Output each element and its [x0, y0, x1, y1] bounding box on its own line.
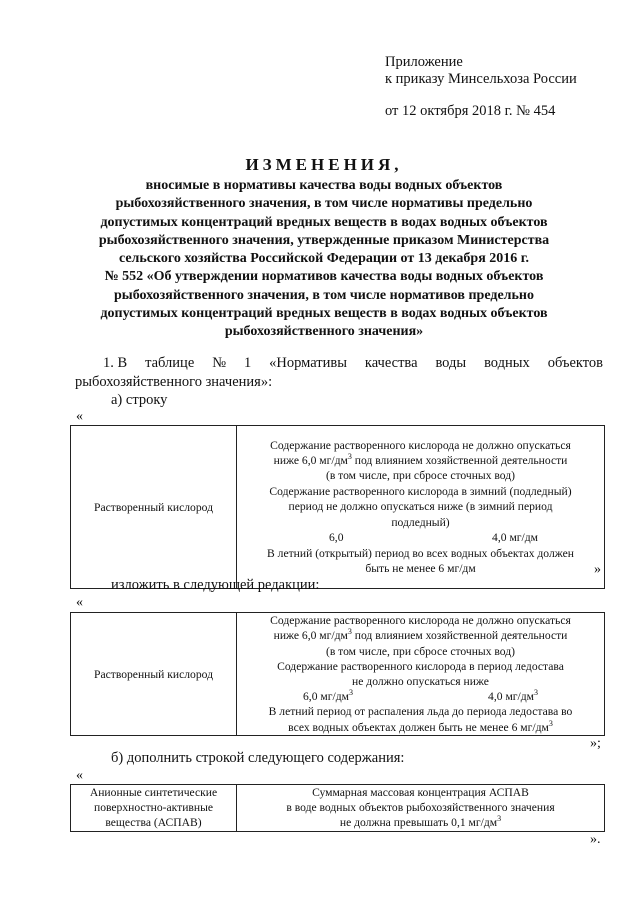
- norm-line: всех водных объектах должен быть не менее 6 $мг/дм^3$: [288, 718, 553, 734]
- norm-line: период не должно опускаться ниже (в зимний период: [288, 500, 553, 514]
- subtitle-line: рыбохозяйственного значения»: [224, 324, 424, 340]
- norm-line: (в том числе, при сбросе сточных вод): [325, 644, 516, 658]
- norm-line: В летний период от распаления льда до периода ледостава во: [268, 705, 573, 719]
- subtitle-line: сельского хозяйства Российской Федерации от 13 декабря 2016 г.: [118, 251, 530, 267]
- paragraph-word: объектов: [547, 355, 603, 371]
- subtitle-line: вносимые в нормативы качества воды водных объектов: [145, 178, 503, 193]
- table-new-row: [70, 612, 605, 736]
- open-quote: «: [76, 409, 83, 424]
- norm-line: ниже 6,0 $мг/дм^3$ под влиянием хозяйственной деятельности: [273, 627, 568, 643]
- table-cell-norm: [237, 426, 605, 589]
- subtitle-line: допустимых концентраций вредных веществ в водах водных объектов: [100, 306, 548, 322]
- order-date-number: от 12 октября 2018 г. № 454: [385, 103, 556, 119]
- norm-line: Содержание растворенного кислорода в зимний (подледный): [269, 484, 572, 498]
- paragraph-word: воды: [435, 355, 467, 371]
- norm-line: Суммарная массовая концентрация АСПАВ: [312, 786, 529, 799]
- paragraph-1-line-1: [103, 355, 603, 372]
- norm-values: [243, 530, 598, 545]
- close-quote: »: [594, 562, 601, 577]
- subtitle-line: рыбохозяйственного значения, в том числе нормативы предельно: [115, 196, 533, 212]
- paragraph-word: водных: [484, 355, 530, 371]
- table-cell-norm: [237, 785, 605, 832]
- substance-line: поверхностно-активные: [93, 801, 214, 815]
- subtitle-line: рыбохозяйственного значения, утвержденные приказом Министерства: [98, 232, 550, 248]
- norm-line: не должно опускаться ниже: [352, 675, 489, 688]
- norm-line: в воде водных объектов рыбохозяйственного значения: [286, 801, 555, 815]
- appendix-label: Приложение: [385, 54, 463, 70]
- order-reference: к приказу Минсельхоза России: [385, 71, 577, 87]
- norm-line: ниже 6,0 $мг/дм^3$ под влиянием хозяйственной деятельности: [273, 452, 568, 468]
- norm-line: Содержание растворенного кислорода не должно опускаться: [270, 614, 571, 628]
- new-edition-label: изложить в следующей редакции:: [111, 577, 320, 593]
- table-cell-substance: [71, 785, 237, 832]
- norm-line: Содержание растворенного кислорода не должно опускаться: [270, 438, 571, 452]
- norm-line: не должна превышать 0,1 $мг/дм^3$: [339, 814, 502, 830]
- substance-line: вещества (АСПАВ): [105, 816, 202, 830]
- value-summer: 6,0: [329, 531, 344, 545]
- paragraph-word: таблице: [145, 355, 195, 371]
- document-subtitle: [60, 177, 588, 342]
- paragraph-1-line-2: рыбохозяйственного значения»:: [75, 374, 273, 390]
- close-quote: ».: [590, 832, 601, 847]
- subtitle-line: рыбохозяйственного значения, в том числе нормативов предельно: [114, 287, 534, 303]
- norm-line: быть не менее 6 мг/дм: [365, 561, 476, 575]
- value-summer: 6,0 $мг/дм^3$: [303, 688, 353, 704]
- close-quote: »;: [590, 736, 601, 751]
- paragraph-word: 1. В: [103, 355, 128, 371]
- table-cell-norm: [237, 613, 605, 736]
- table-cell-substance: Растворенный кислород: [71, 613, 237, 736]
- norm-line: Содержание растворенного кислорода в период ледостава: [277, 659, 564, 673]
- norm-line: (в том числе, при сбросе сточных вод): [325, 469, 516, 483]
- paragraph-word: №: [212, 355, 227, 371]
- document-title: ИЗМЕНЕНИЯ,: [245, 155, 403, 174]
- subtitle-line: допустимых концентраций вредных веществ в водах водных объектов: [100, 214, 548, 230]
- norm-values: [243, 689, 598, 704]
- open-quote: «: [76, 595, 83, 610]
- open-quote: «: [76, 768, 83, 783]
- paragraph-word: «Нормативы: [269, 355, 347, 371]
- norm-line: В летний (открытый) период во всех водных объектах должен: [267, 546, 574, 560]
- table-cell-substance: Растворенный кислород: [71, 426, 237, 589]
- table-added-row: [70, 784, 605, 832]
- item-b-label: б) дополнить строкой следующего содержания:: [111, 750, 405, 766]
- value-winter: 4,0 мг/дм: [492, 531, 538, 545]
- subtitle-line: № 552 «Об утверждении нормативов качества воды водных объектов: [104, 269, 544, 285]
- paragraph-word: 1: [243, 355, 252, 371]
- value-winter: 4,0 $мг/дм^3$: [488, 688, 538, 704]
- item-a-label: а) строку: [111, 392, 168, 408]
- norm-line: подледный): [391, 515, 450, 529]
- substance-line: Анионные синтетические: [89, 786, 218, 799]
- table-original-row: [70, 425, 605, 589]
- paragraph-word: качества: [364, 355, 418, 371]
